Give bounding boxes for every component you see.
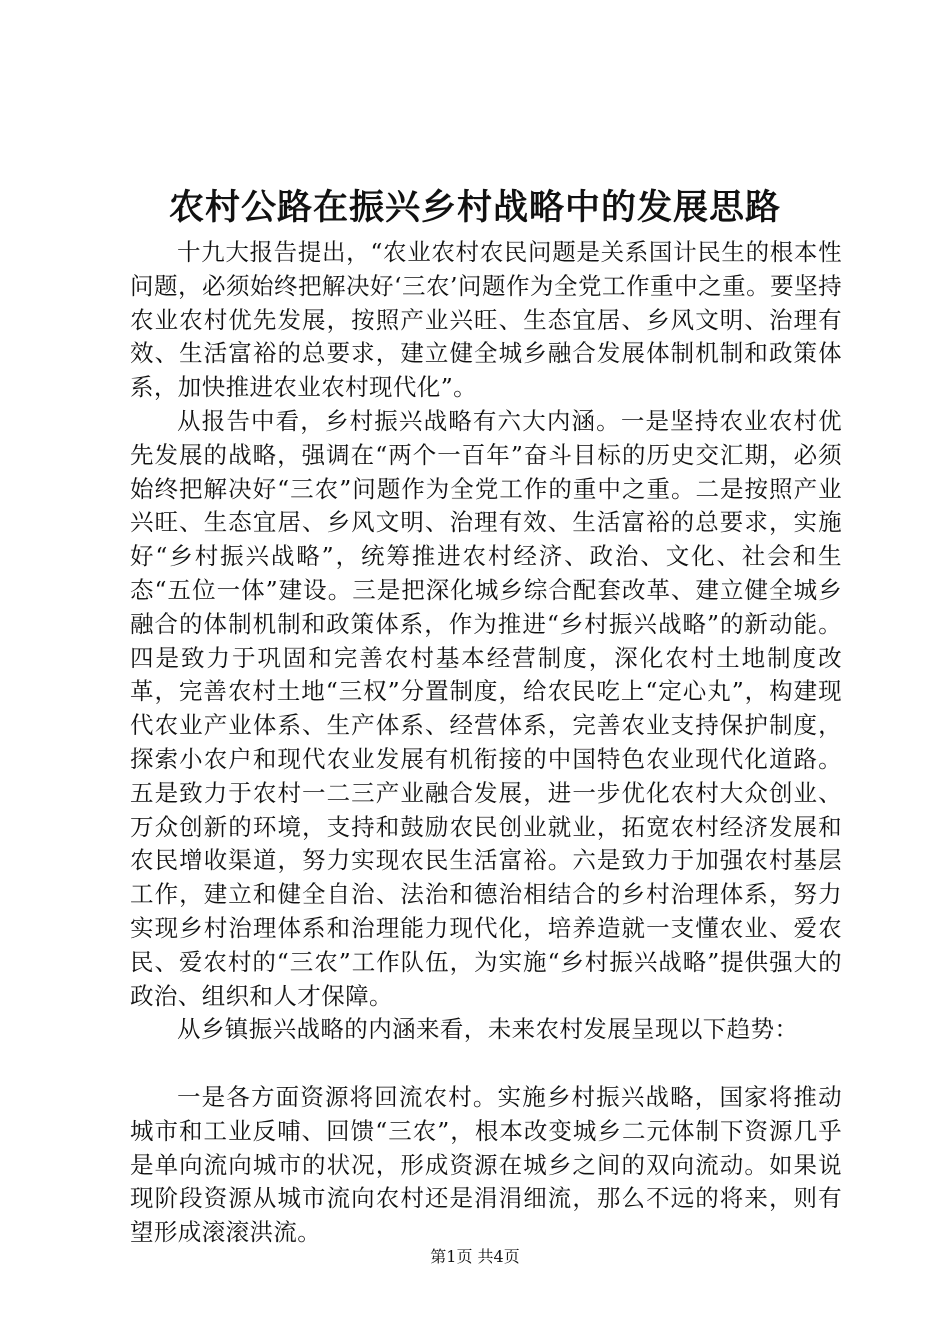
page-footer: 第1页 共4页 <box>430 1247 520 1266</box>
document-body <box>130 236 842 1250</box>
paragraph-1: 十九大报告提出，“农业农村农民问题是关系国计民生的根本性问题，必须始终把解决好‘三农’问题作为全党工作重中之重。要坚持农业农村优先发展，按照产业兴旺、生态宜居、乡风文明、治理有效、生活富裕的总要求，建立健全城乡融合发展体制机制和政策体系，加快推进农业农村现代化”。 <box>130 238 842 402</box>
paragraph-3: 从乡镇振兴战略的内涵来看，未来农村发展呈现以下趋势： <box>177 1015 799 1044</box>
paragraph-2: 从报告中看，乡村振兴战略有六大内涵。一是坚持农业农村优先发展的战略，强调在“两个一百年”奋斗目标的历史交汇期，必须始终把解决好“三农”问题作为全党工作的重中之重。二是按照产业兴旺、生态宜居、乡风文明、治理有效、生活富裕的总要求，实施好“乡村振兴战略”，统筹推进农村经济、政治、文化、社会和生态“五位一体”建设。三是把深化城乡综合配套改革、建立健全城乡融合的体制机制和政策体系，作为推进“乡村振兴战略”的新动能。四是致力于巩固和完善农村基本经营制度，深化农村土地制度改革，完善农村土地“三权”分置制度，给农民吃上“定心丸”，构建现代农业产业体系、生产体系、经营体系，完善农业支持保护制度，探索小农户和现代农业发展有机衔接的中国特色农业现代化道路。五是致力于农村一二三产业融合发展，进一步优化农村大众创业、万众创新的环境，支持和鼓励农民创业就业，拓宽农村经济发展和农民增收渠道，努力实现农民生活富裕。六是致力于加强农村基层工作，建立和健全自治、法治和德治相结合的乡村治理体系，努力实现乡村治理体系和治理能力现代化，培养造就一支懂农业、爱农民、爱农村的“三农”工作队伍，为实施“乡村振兴战略”提供强大的政治、组织和人才保障。 <box>130 406 842 1010</box>
document-title: 农村公路在振兴乡村战略中的发展思路 <box>168 187 781 228</box>
paragraph-4: 一是各方面资源将回流农村。实施乡村振兴战略，国家将推动城市和工业反哺、回馈“三农”，根本改变城乡二元体制下资源几乎是单向流向城市的状况，形成资源在城乡之间的双向流动。如果说现阶段资源从城市流向农村还是涓涓细流，那么不远的将来，则有望形成滚滚洪流。 <box>130 1082 842 1247</box>
